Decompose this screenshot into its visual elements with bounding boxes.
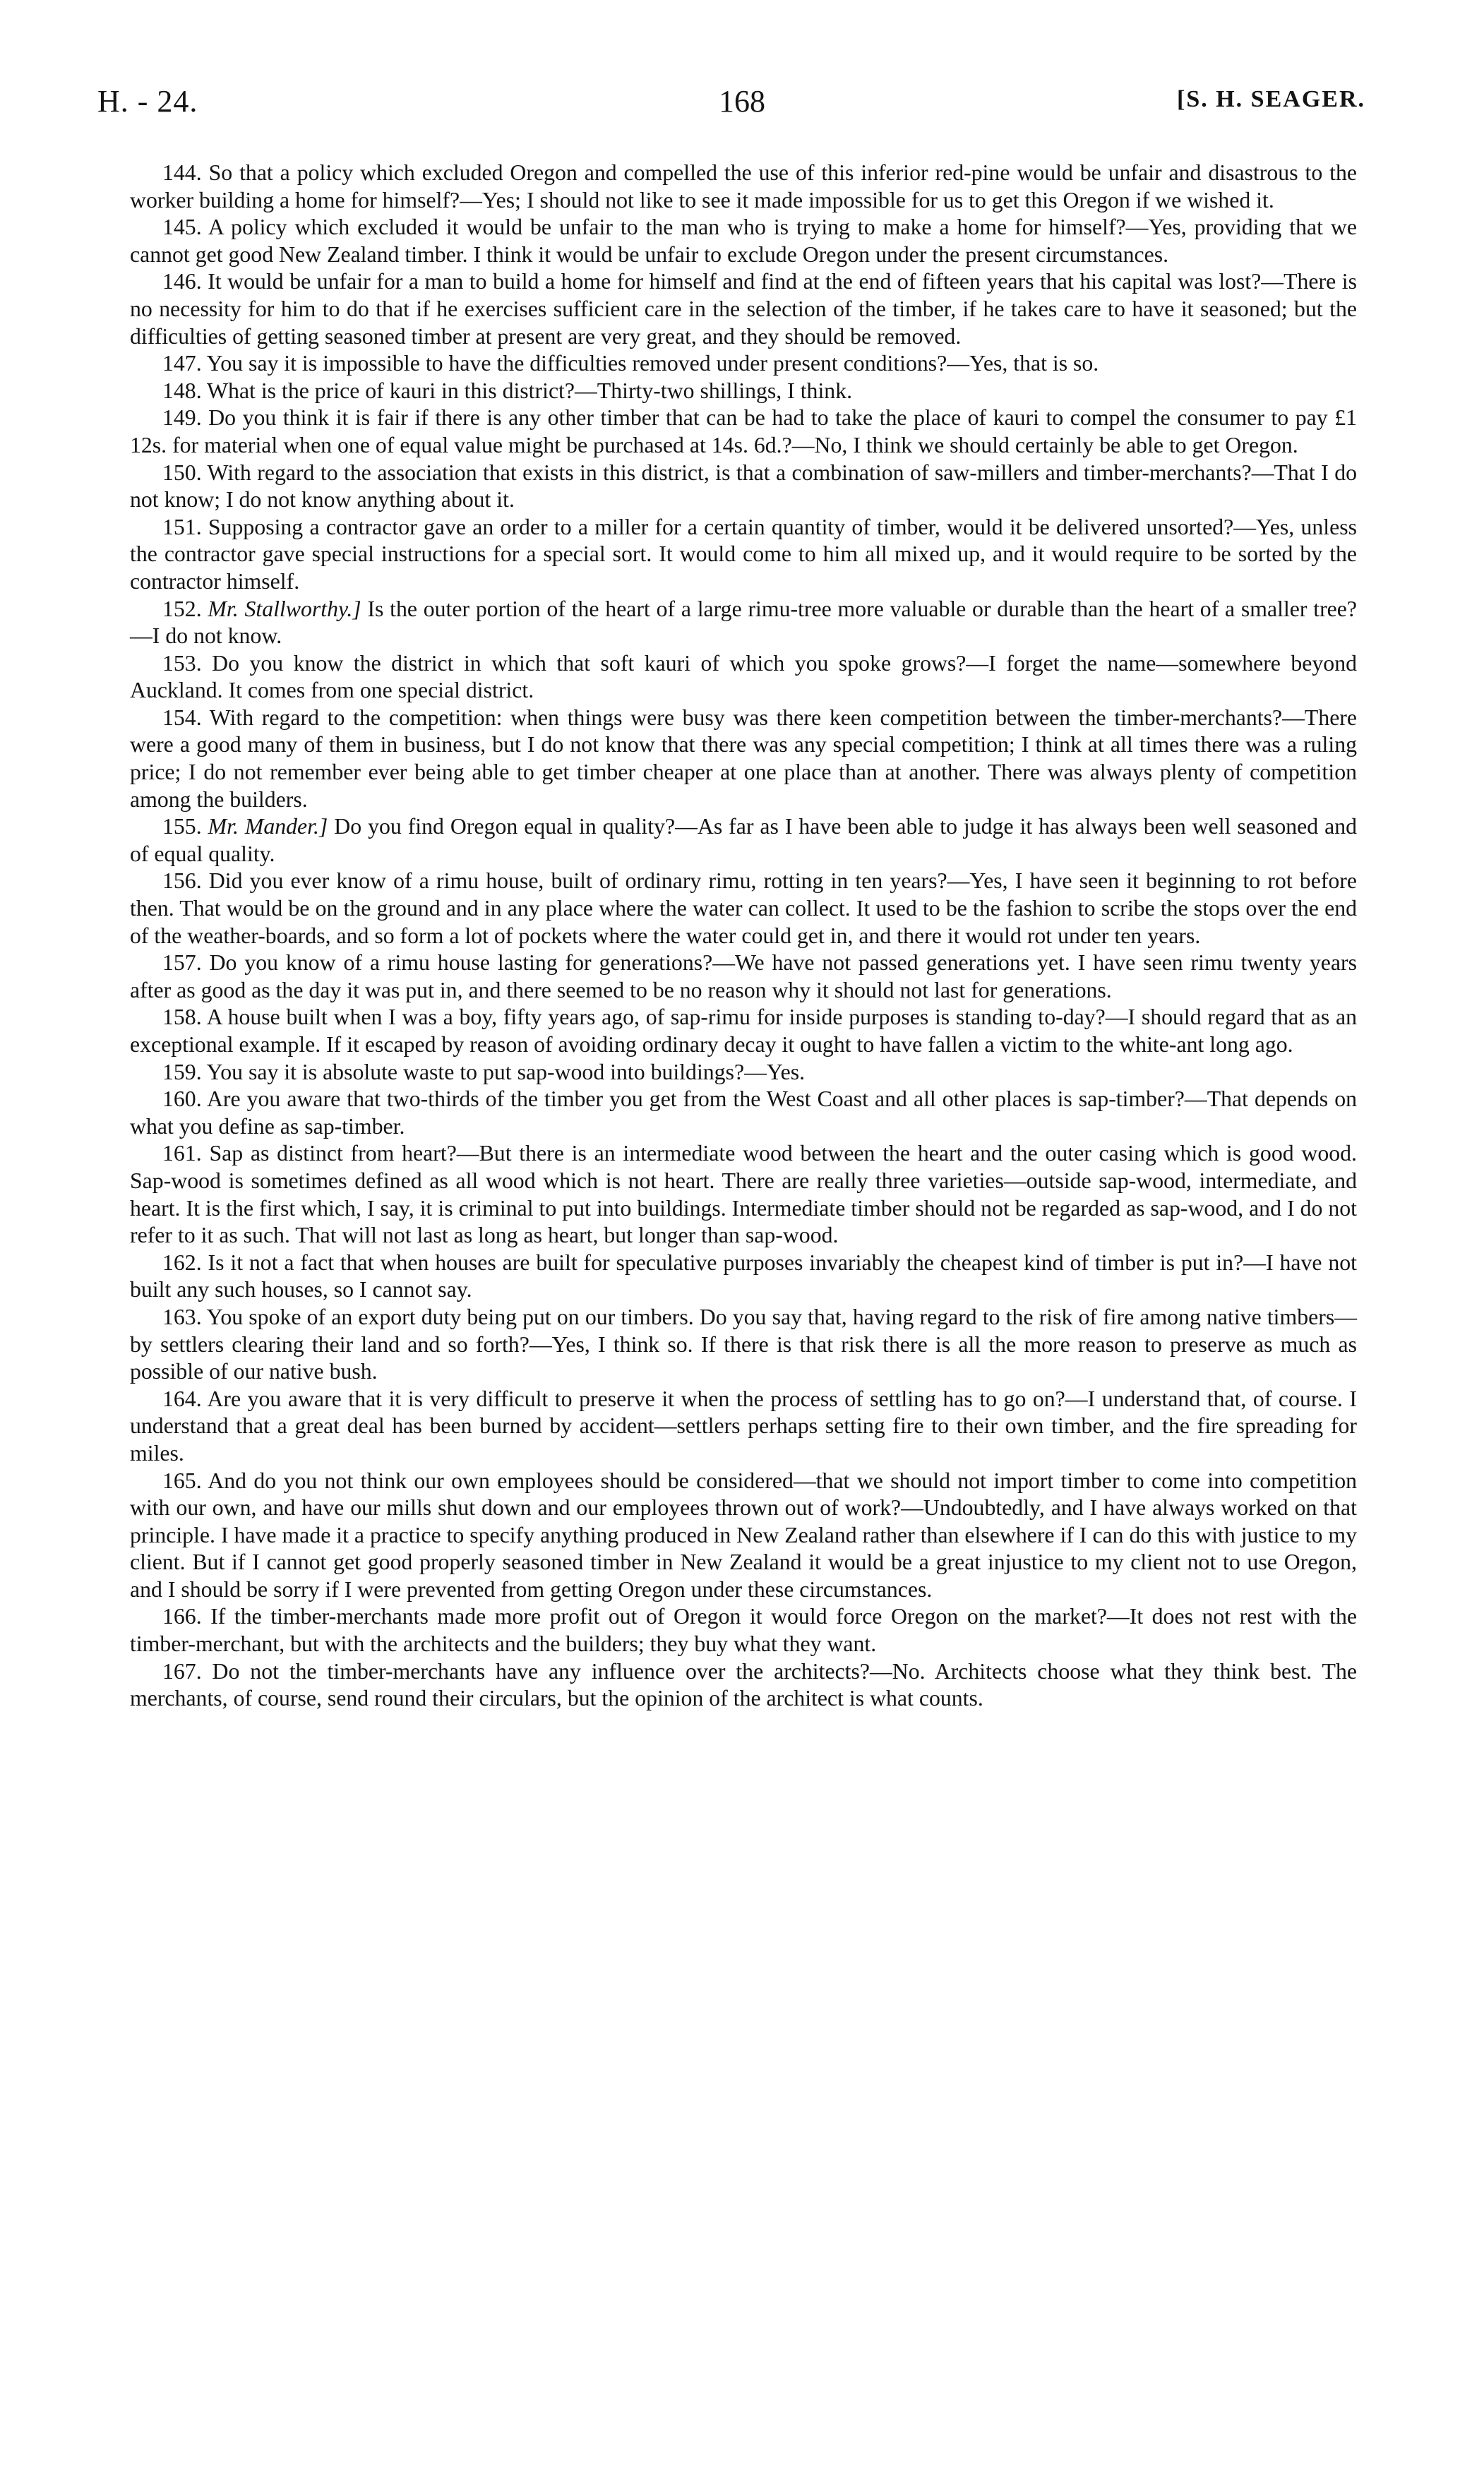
question-paragraph xyxy=(130,1140,1357,1249)
question-answer-text: Sap as distinct from heart?—But there is an intermediate wood between the heart and the outer casing which is good wood. Sap-wood is sometimes defined as all wood which is not heart. There are really three varieties—outside sap-wood, intermediate, and heart. It is the first which, I say, it is criminal to put into buildings. Intermediate timber should not be regarded as sap-wood, and I do not refer to it as such. That will not last as long as heart, but longer than sap-wood. xyxy=(130,1141,1357,1248)
question-answer-text: You say it is impossible to have the difficulties removed under present conditions?—Yes, that is so. xyxy=(206,351,1099,376)
question-paragraph xyxy=(130,705,1357,813)
question-paragraph xyxy=(130,350,1357,378)
question-answer-text: Did you ever know of a rimu house, built of ordinary rimu, rotting in ten years?—Yes, I have seen it beginning to rot before then. That would be on the ground and in any place where the water can collect. It used to be the fashion to scribe the stops over the end of the weather-boards, and so form a lot of pockets where the water could get in, and there it would rot under ten years. xyxy=(130,868,1358,948)
question-paragraph xyxy=(130,1004,1357,1058)
question-number: 150. xyxy=(162,460,202,485)
question-paragraph xyxy=(130,160,1357,214)
question-number: 146. xyxy=(162,269,202,294)
question-answer-text: Is the outer portion of the heart of a large rimu-tree more valuable or durable than the heart of a smaller tree?—I do not know. xyxy=(130,596,1358,649)
question-paragraph xyxy=(130,650,1357,705)
question-number: 147. xyxy=(162,351,202,376)
question-answer-text: Is it not a fact that when houses are built for speculative purposes invariably the cheapest kind of timber is put in?—I have not built any such houses, so I cannot say. xyxy=(130,1250,1357,1302)
question-number: 155. xyxy=(162,814,202,839)
question-answer-text: And do you not think our own employees should be considered—that we should not import timber to come into competition with our own, and have our mills shut down and our employees thrown out of work?—Undoubtedly, and I have always worked on that principle. I have made it a practice to specify anything produced in New Zealand rather than elsewhere if I can do this with justice to my client. But if I cannot get good properly seasoned timber in New Zealand it would be a great injustice to my client not to use Oregon, and I should be sorry if I were prevented from getting Oregon under these circumstances. xyxy=(130,1468,1357,1602)
question-answer-text: It would be unfair for a man to build a home for himself and find at the end of fifteen years that his capital was lost?—There is no necessity for him to do that if he exercises sufficient care in the selection of the timber, if he takes care to have it seasoned; but the difficulties of getting seasoned timber at present are very great, and they should be removed. xyxy=(130,269,1357,349)
question-number: 165. xyxy=(162,1468,202,1493)
question-paragraph xyxy=(130,1386,1357,1468)
question-answer-text: Do you know of a rimu house lasting for generations?—We have not passed generations yet. I have seen rimu twenty years after as good as the day it was put in, and there seemed to be no reason why it should not last for generations. xyxy=(130,950,1358,1002)
question-answer-text: With regard to the association that exists in this district, is that a combination of saw-millers and timber-merchants?—That I do not know; I do not know anything about it. xyxy=(130,460,1358,513)
question-number: 160. xyxy=(162,1086,202,1112)
question-answer-text: You say it is absolute waste to put sap-wood into buildings?—Yes. xyxy=(206,1059,806,1084)
question-number: 157. xyxy=(162,950,202,976)
question-answer-text: Are you aware that two-thirds of the timber you get from the West Coast and all other places is sap-timber?—That depends on what you define as sap-timber. xyxy=(130,1086,1357,1139)
question-paragraph xyxy=(130,514,1357,596)
question-answer-text: Do you know the district in which that soft kauri of which you spoke grows?—I forget the name—somewhere beyond Auckland. It comes from one special district. xyxy=(130,650,1357,703)
question-number: 159. xyxy=(162,1059,202,1084)
question-paragraph xyxy=(130,1658,1357,1713)
witness-name: [S. H. SEAGER. xyxy=(1177,86,1365,112)
evidence-text xyxy=(130,160,1357,1713)
question-number: 154. xyxy=(162,705,202,730)
question-paragraph xyxy=(130,596,1357,650)
question-number: 152. xyxy=(162,596,202,621)
question-number: 161. xyxy=(162,1141,202,1166)
question-paragraph xyxy=(130,813,1357,868)
question-paragraph xyxy=(130,1304,1357,1386)
question-number: 167. xyxy=(162,1658,202,1684)
question-paragraph xyxy=(130,460,1357,514)
question-number: 156. xyxy=(162,868,202,894)
question-paragraph xyxy=(130,868,1357,950)
question-answer-text: Do you find Oregon equal in quality?—As far as I have been able to judge it has always been well seasoned and of equal quality. xyxy=(130,814,1357,866)
question-paragraph xyxy=(130,1086,1357,1140)
question-paragraph xyxy=(130,405,1357,459)
question-number: 145. xyxy=(162,215,202,240)
question-number: 144. xyxy=(162,160,202,185)
question-answer-text: You spoke of an export duty being put on our timbers. Do you say that, having regard to the risk of fire among native timbers—by settlers clearing their land and so forth?—Yes, I think so. If there is that risk there is all the more reason to preserve as much as possible of our native bush. xyxy=(130,1304,1357,1384)
question-paragraph xyxy=(130,1250,1357,1304)
question-answer-text: Supposing a contractor gave an order to a miller for a certain quantity of timber, would it be delivered unsorted?—Yes, unless the contractor gave special instructions for a special sort. It would come to him all mixed up, and it would require to be sorted by the contractor himself. xyxy=(130,514,1357,594)
question-paragraph xyxy=(130,1468,1357,1604)
question-paragraph xyxy=(130,950,1357,1004)
speaker-name: Mr. Mander.] xyxy=(208,814,328,839)
question-answer-text: So that a policy which excluded Oregon and compelled the use of this inferior red-pine would be unfair and disastrous to the worker building a home for himself?—Yes; I should not like to see it made impossible for us to get this Oregon if we wished it. xyxy=(130,160,1357,212)
question-answer-text: If the timber-merchants made more profit out of Oregon it would force Oregon on the market?—It does not rest with the timber-merchant, but with the architects and the builders; they buy what they want. xyxy=(130,1604,1357,1657)
question-number: 163. xyxy=(162,1304,202,1329)
question-answer-text: Are you aware that it is very difficult to preserve it when the process of settling has to go on?—I understand that, of course. I understand that a great deal has been burned by accident—settlers perhaps setting fire to their own timber, and the fire spreading for miles. xyxy=(130,1386,1357,1466)
question-answer-text: With regard to the competition: when things were busy was there keen competition between the timber-merchants?—There were a good many of them in business, but I do not know that there was any special competition; I think at all times there was a ruling price; I do not remember ever being able to get timber cheaper at one place than at another. There was always plenty of competition among the builders. xyxy=(130,705,1358,812)
question-paragraph xyxy=(130,268,1357,350)
question-number: 148. xyxy=(162,378,202,403)
question-number: 149. xyxy=(162,405,202,431)
question-paragraph xyxy=(130,378,1357,405)
question-number: 158. xyxy=(162,1005,202,1030)
question-answer-text: What is the price of kauri in this district?—Thirty-two shillings, I think. xyxy=(207,378,853,403)
paper-reference: H. - 24. xyxy=(97,84,198,119)
question-answer-text: A policy which excluded it would be unfair to the man who is trying to make a home for himself?—Yes, providing that we cannot get good New Zealand timber. I think it would be unfair to exclude Oregon under the present circumstances. xyxy=(130,215,1357,267)
question-paragraph xyxy=(130,1059,1357,1086)
question-paragraph xyxy=(130,214,1357,268)
question-number: 162. xyxy=(162,1250,202,1275)
question-number: 166. xyxy=(162,1604,202,1629)
question-answer-text: Do you think it is fair if there is any other timber that can be had to take the place of kauri to compel the consumer to pay £1 12s. for material when one of equal value might be purchased at 14s. 6d.?—No, I think we should certainly be able to get Oregon. xyxy=(130,405,1357,457)
speaker-name: Mr. Stallworthy.] xyxy=(208,596,361,621)
page-header xyxy=(0,83,1484,133)
question-paragraph xyxy=(130,1603,1357,1658)
page-number: 168 xyxy=(719,84,765,119)
question-answer-text: A house built when I was a boy, fifty years ago, of sap-rimu for inside purposes is standing to-day?—I should regard that as an exceptional example. If it escaped by reason of avoiding ordinary decay it ought to have fallen a victim to the white-ant long ago. xyxy=(130,1005,1357,1057)
question-answer-text: Do not the timber-merchants have any influence over the architects?—No. Architects choose what they think best. The merchants, of course, send round their circulars, but the opinion of the architect is what counts. xyxy=(130,1658,1357,1711)
question-number: 151. xyxy=(162,514,202,539)
question-number: 153. xyxy=(162,650,202,676)
question-number: 164. xyxy=(162,1386,202,1411)
